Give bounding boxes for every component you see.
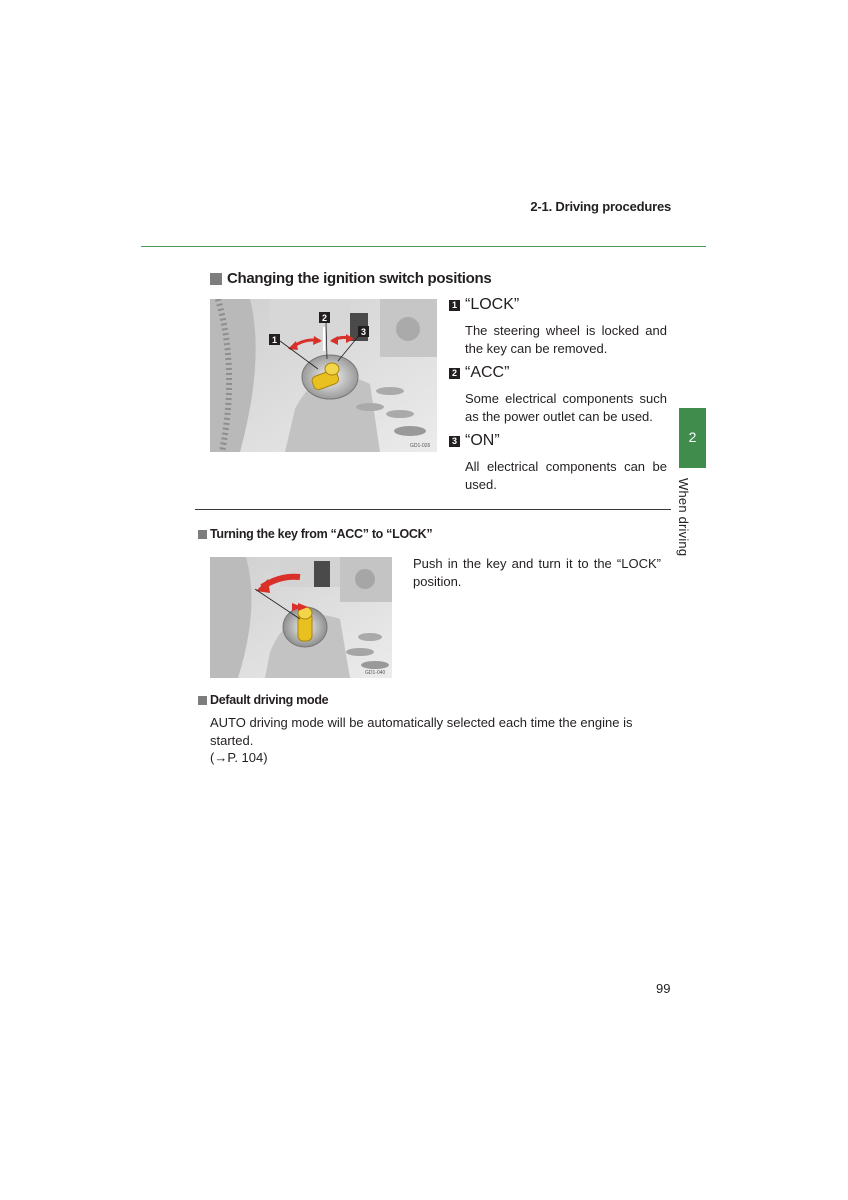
item-on (449, 432, 667, 493)
page-number: 99 (656, 981, 671, 996)
item-title: “LOCK” (465, 296, 520, 313)
running-header: 2-1. Driving procedures (530, 199, 671, 214)
figure-code: GD1-040 (365, 670, 386, 676)
turning-key-text: Push in the key and turn it to the “LOCK” position. (413, 556, 661, 589)
heading-square-icon (198, 530, 207, 539)
ignition-switch-illustration (210, 299, 437, 452)
callout-3-label: 3 (360, 327, 367, 337)
figure-code: GD1-026 (410, 443, 431, 449)
chapter-number: 2 (688, 429, 697, 445)
section-heading-text: Changing the ignition switch positions (227, 270, 492, 287)
turning-key-illustration (210, 557, 392, 678)
subheading-text: Default driving mode (210, 693, 329, 707)
section-heading-ignition (210, 270, 491, 287)
subheading-text: Turning the key from “ACC” to “LOCK” (210, 527, 433, 541)
default-mode-text: AUTO driving mode will be automatically selected each time the engine is started. (210, 715, 633, 748)
header-rule (141, 246, 706, 247)
subheading-default-mode (198, 693, 328, 707)
item-title: “ACC” (465, 364, 510, 381)
chapter-label: When driving (676, 478, 691, 557)
section-divider (195, 509, 671, 510)
item-description: All electrical components can be used. (465, 459, 667, 492)
item-number-badge: 3 (449, 436, 460, 447)
heading-square-icon (210, 273, 222, 285)
item-number-badge: 2 (449, 368, 460, 379)
ignition-figure (210, 299, 437, 452)
item-description: The steering wheel is locked and the key can be removed. (465, 323, 667, 356)
item-description: Some electrical components such as the power outlet can be used. (465, 391, 667, 424)
heading-square-icon (198, 696, 207, 705)
callout-2-label: 2 (321, 313, 328, 323)
item-title: “ON” (465, 432, 500, 449)
item-lock (449, 296, 667, 357)
subheading-turning-key (198, 527, 432, 541)
page-reference-link[interactable]: (→P. 104) (210, 750, 268, 765)
turning-key-figure (210, 557, 392, 678)
item-number-badge: 1 (449, 300, 460, 311)
default-mode-paragraph (210, 714, 670, 767)
item-acc (449, 364, 667, 425)
chapter-tab (679, 408, 706, 468)
callout-1-label: 1 (271, 335, 278, 345)
